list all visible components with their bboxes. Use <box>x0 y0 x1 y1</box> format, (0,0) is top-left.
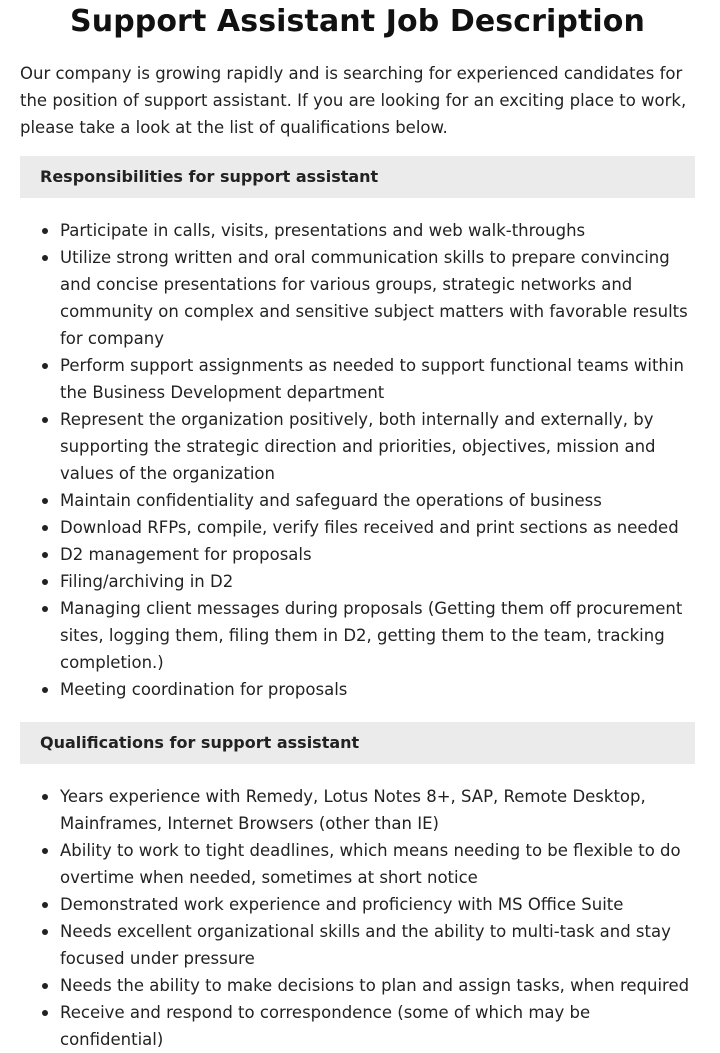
list-item <box>20 999 695 1053</box>
list-item <box>20 352 695 406</box>
list-item <box>20 783 695 837</box>
list-item-text: Managing client messages during proposals (Getting them off procurement sites, logging them, filing them in D2, getting them to the team, tracking completion.) <box>60 599 683 672</box>
list-item-text: Utilize strong written and oral communication skills to prepare convincing and concise presentations for various groups, strategic networks and community on complex and sensitive subject matters with favorable results for company <box>60 248 688 348</box>
bullet-icon <box>42 525 48 531</box>
bullet-icon <box>42 363 48 369</box>
bullet-icon <box>42 983 48 989</box>
list-item <box>20 406 695 487</box>
list-item <box>20 487 695 514</box>
list-item <box>20 595 695 676</box>
list-item-text: Participate in calls, visits, presentations and web walk-throughs <box>60 221 586 240</box>
list-item-text: Maintain confidentiality and safeguard the operations of business <box>60 491 602 510</box>
list-item <box>20 541 695 568</box>
list-item-text: Filing/archiving in D2 <box>60 572 234 591</box>
list-item-text: Needs the ability to make decisions to plan and assign tasks, when required <box>60 976 690 995</box>
bullet-icon <box>42 606 48 612</box>
list-item <box>20 918 695 972</box>
list-item-text: Represent the organization positively, both internally and externally, by supporting the strategic direction and priorities, objectives, mission and values of the organization <box>60 410 656 483</box>
qualifications-heading: Qualifications for support assistant <box>20 722 695 764</box>
bullet-icon <box>42 255 48 261</box>
bullet-icon <box>42 929 48 935</box>
list-item-text: Receive and respond to correspondence (some of which may be confidential) <box>60 1003 591 1049</box>
qualifications-list <box>20 783 695 1053</box>
bullet-icon <box>42 1010 48 1016</box>
bullet-icon <box>42 228 48 234</box>
list-item-text: Download RFPs, compile, verify files received and print sections as needed <box>60 518 679 537</box>
list-item <box>20 891 695 918</box>
list-item-text: Needs excellent organizational skills and the ability to multi-task and stay focused under pressure <box>60 922 671 968</box>
list-item <box>20 568 695 595</box>
responsibilities-heading: Responsibilities for support assistant <box>20 156 695 198</box>
bullet-icon <box>42 848 48 854</box>
bullet-icon <box>42 794 48 800</box>
list-item-text: Meeting coordination for proposals <box>60 680 348 699</box>
list-item <box>20 837 695 891</box>
bullet-icon <box>42 579 48 585</box>
list-item <box>20 514 695 541</box>
job-description-page <box>20 0 695 1053</box>
list-item-text: D2 management for proposals <box>60 545 312 564</box>
list-item-text: Perform support assignments as needed to support functional teams within the Business Development department <box>60 356 684 402</box>
list-item <box>20 244 695 352</box>
list-item <box>20 217 695 244</box>
intro-paragraph: Our company is growing rapidly and is searching for experienced candidates for the position of support assistant. If you are looking for an exciting place to work, please take a look at the list of qualifications below. <box>20 64 687 137</box>
bullet-icon <box>42 552 48 558</box>
list-item-text: Demonstrated work experience and proficiency with MS Office Suite <box>60 895 624 914</box>
page-title: Support Assistant Job Description <box>70 4 645 39</box>
responsibilities-list <box>20 217 695 703</box>
bullet-icon <box>42 687 48 693</box>
bullet-icon <box>42 902 48 908</box>
list-item <box>20 972 695 999</box>
bullet-icon <box>42 498 48 504</box>
list-item-text: Ability to work to tight deadlines, which means needing to be flexible to do overtime when needed, sometimes at short notice <box>60 841 681 887</box>
list-item-text: Years experience with Remedy, Lotus Notes 8+, SAP, Remote Desktop, Mainframes, Internet Browsers (other than IE) <box>60 787 646 833</box>
bullet-icon <box>42 417 48 423</box>
list-item <box>20 676 695 703</box>
